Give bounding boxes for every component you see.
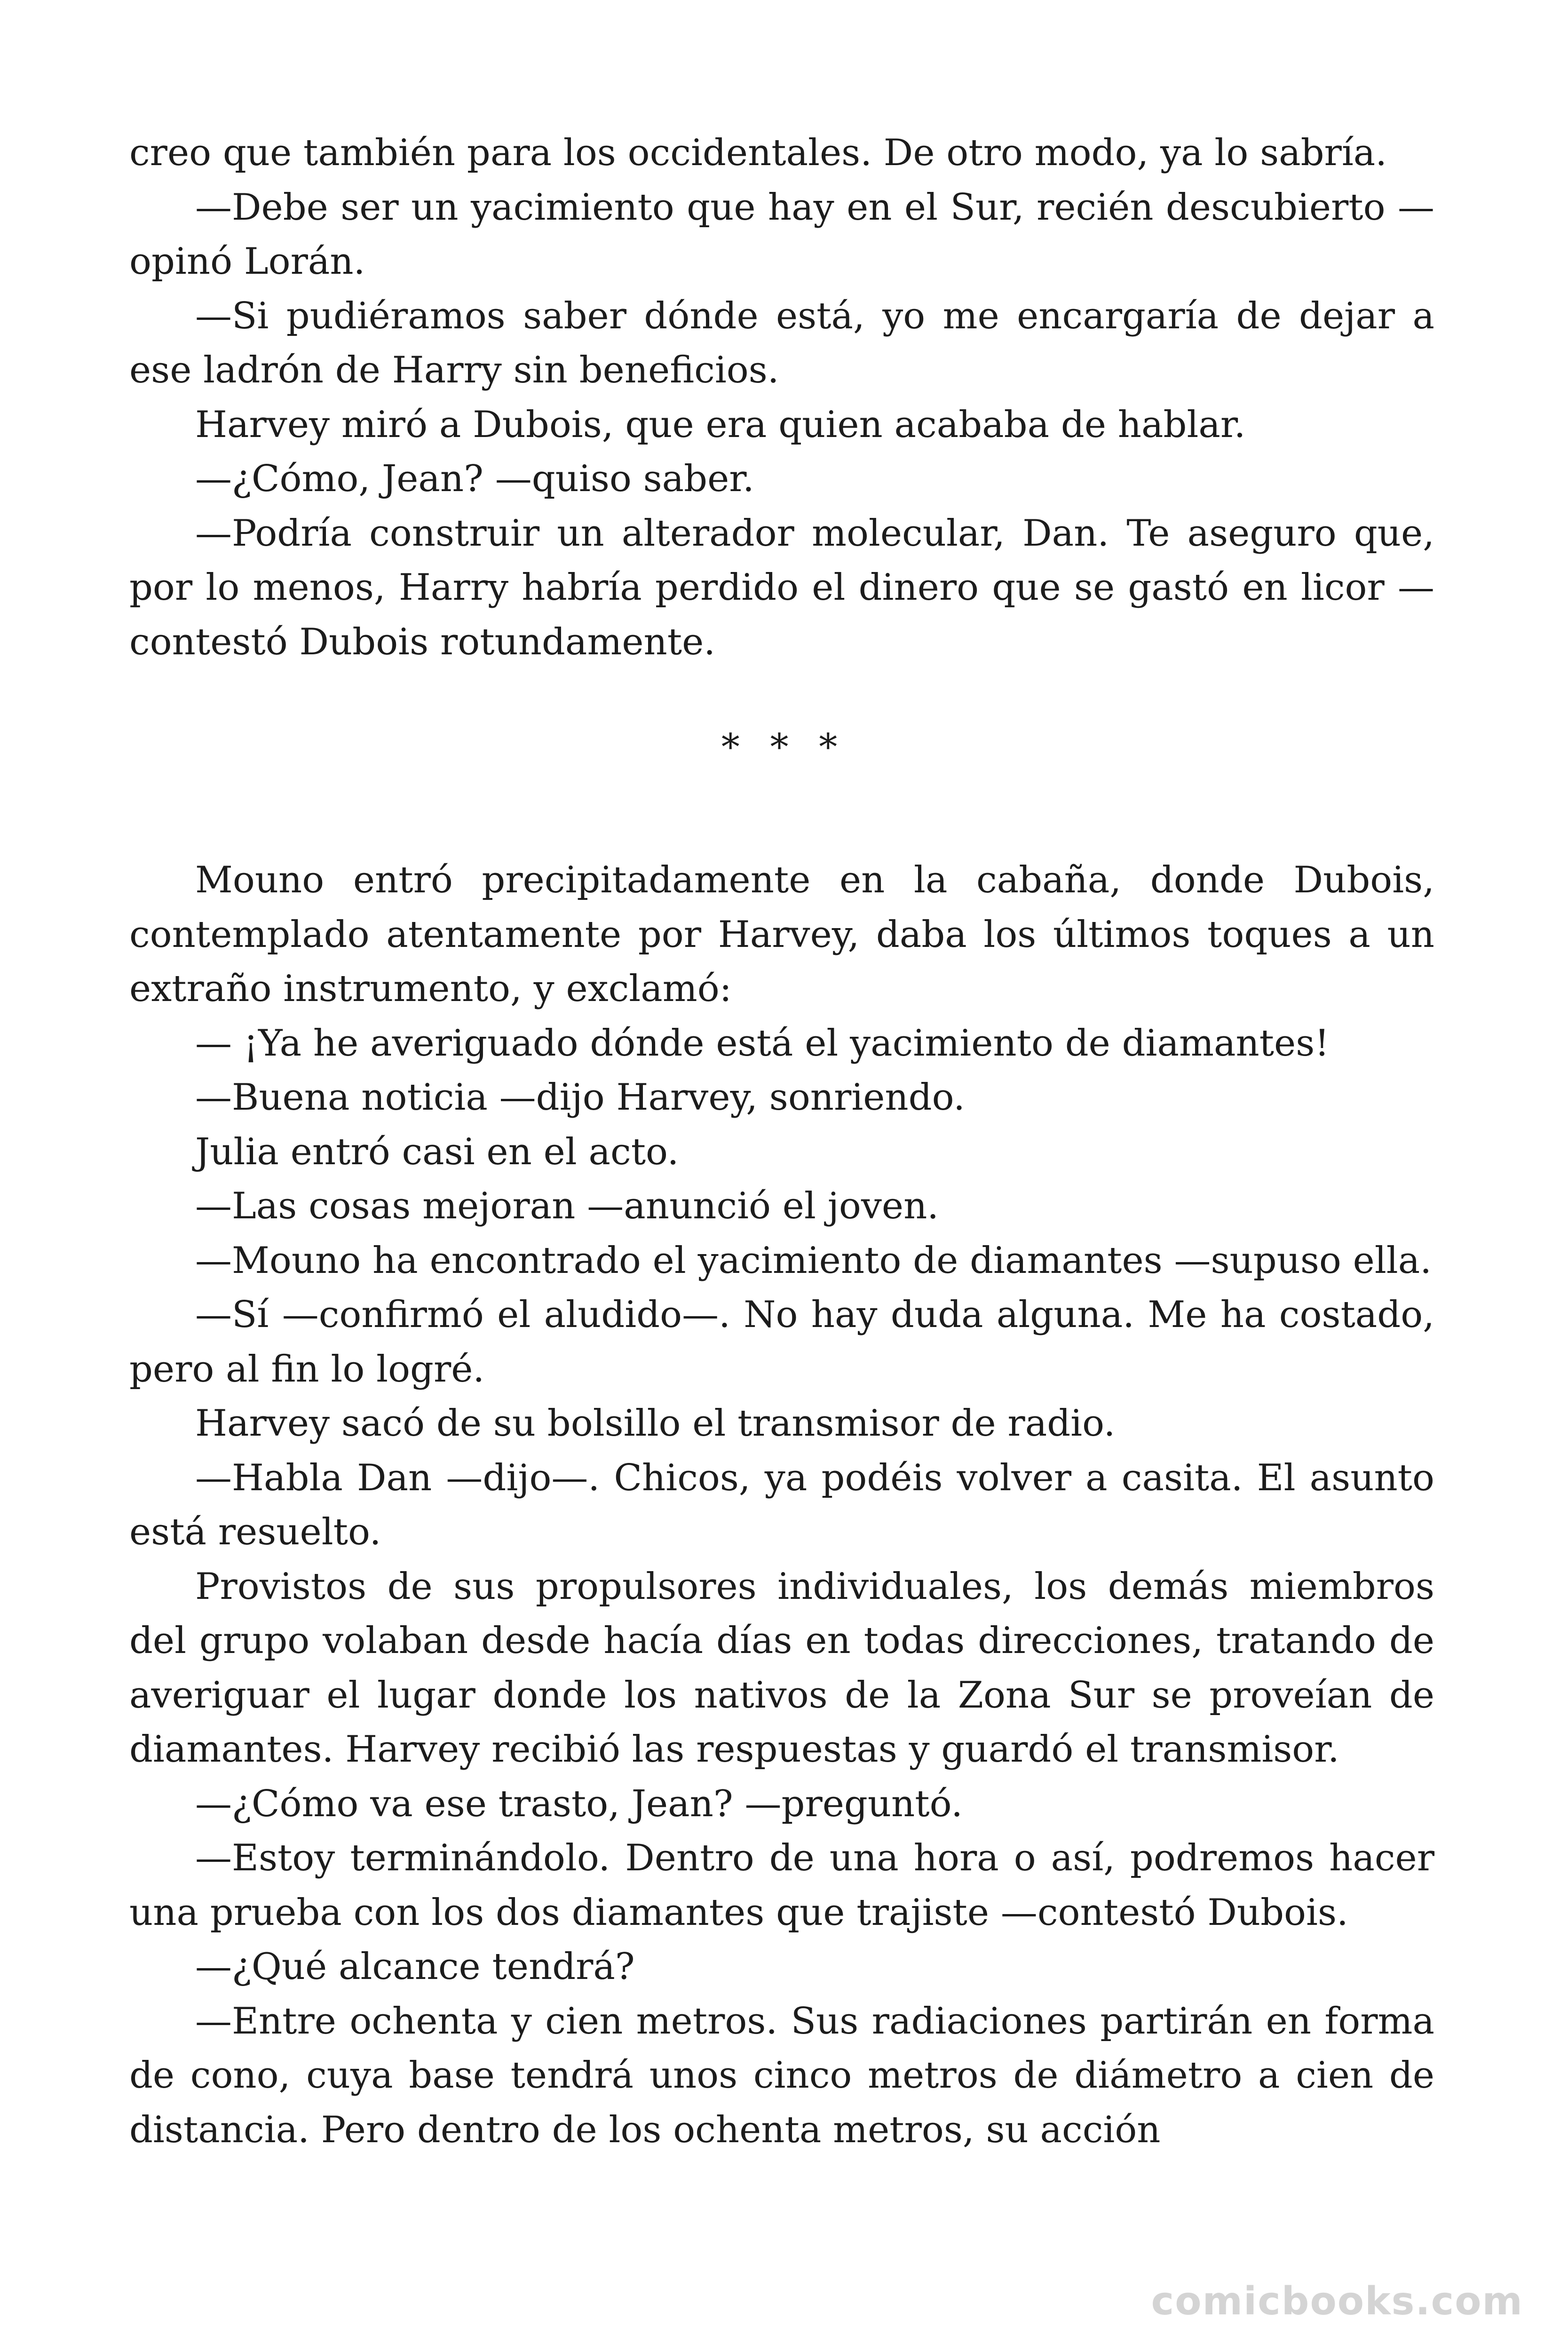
paragraph: —Habla Dan —dijo—. Chicos, ya podéis volver a casita. El asunto está resuelto. [129, 1456, 1434, 1553]
paragraph: — ¡Ya he averiguado dónde está el yacimiento de diamantes! [195, 1022, 1330, 1065]
section-break: * * * [721, 726, 847, 769]
paragraph: —Mouno ha encontrado el yacimiento de diamantes —supuso ella. [195, 1239, 1432, 1282]
paragraph: —Sí —confirmó el aludido—. No hay duda alguna. Me ha costado, pero al fin lo logré. [129, 1294, 1434, 1391]
paragraph: —Estoy terminándolo. Dentro de una hora o así, podremos hacer una prueba con los dos diamantes que trajiste —contestó Dubois. [129, 1837, 1434, 1934]
paragraph: —Las cosas mejoran —anunció el joven. [195, 1185, 939, 1227]
paragraph: —Podría construir un alterador molecular, Dan. Te aseguro que, por lo menos, Harry habría perdido el dinero que se gastó en licor —contestó Dubois rotundamente. [129, 512, 1434, 663]
paragraph: Julia entró casi en el acto. [195, 1130, 679, 1173]
watermark: comicbooks.com [1151, 2279, 1523, 2324]
paragraph: Provistos de sus propulsores individuales, los demás miembros del grupo volaban desde hacía días en todas direcciones, tratando de averiguar el lugar donde los nativos de la Zona Sur se proveían de diamantes. Harvey recibió las respuestas y guardó el transmisor. [129, 1565, 1434, 1771]
paragraph: Harvey miró a Dubois, que era quien acababa de hablar. [195, 403, 1246, 446]
paragraph: creo que también para los occidentales. De otro modo, ya lo sabría. [129, 132, 1387, 174]
paragraph: —Buena noticia —dijo Harvey, sonriendo. [195, 1076, 965, 1119]
paragraph: —Si pudiéramos saber dónde está, yo me encargaría de dejar a ese ladrón de Harry sin beneficios. [129, 294, 1434, 391]
paragraph: —Entre ochenta y cien metros. Sus radiaciones partirán en forma de cono, cuya base tendrá unos cinco metros de diámetro a cien de distancia. Pero dentro de los ochenta metros, su acción [129, 2000, 1434, 2151]
paragraph: —¿Cómo va ese trasto, Jean? —preguntó. [195, 1782, 963, 1825]
text-block-bottom [129, 853, 1434, 2157]
paragraph: —¿Qué alcance tendrá? [195, 1946, 635, 1988]
paragraph: —¿Cómo, Jean? —quiso saber. [195, 458, 754, 500]
paragraph: Harvey sacó de su bolsillo el transmisor de radio. [195, 1402, 1116, 1445]
paragraph: Mouno entró precipitadamente en la cabaña, donde Dubois, contemplado atentamente por Harvey, daba los últimos toques a un extraño instrumento, y exclamó: [129, 859, 1434, 1010]
text-block-top [129, 126, 1434, 669]
paragraph: —Debe ser un yacimiento que hay en el Sur, recién descubierto —opinó Lorán. [129, 186, 1434, 283]
